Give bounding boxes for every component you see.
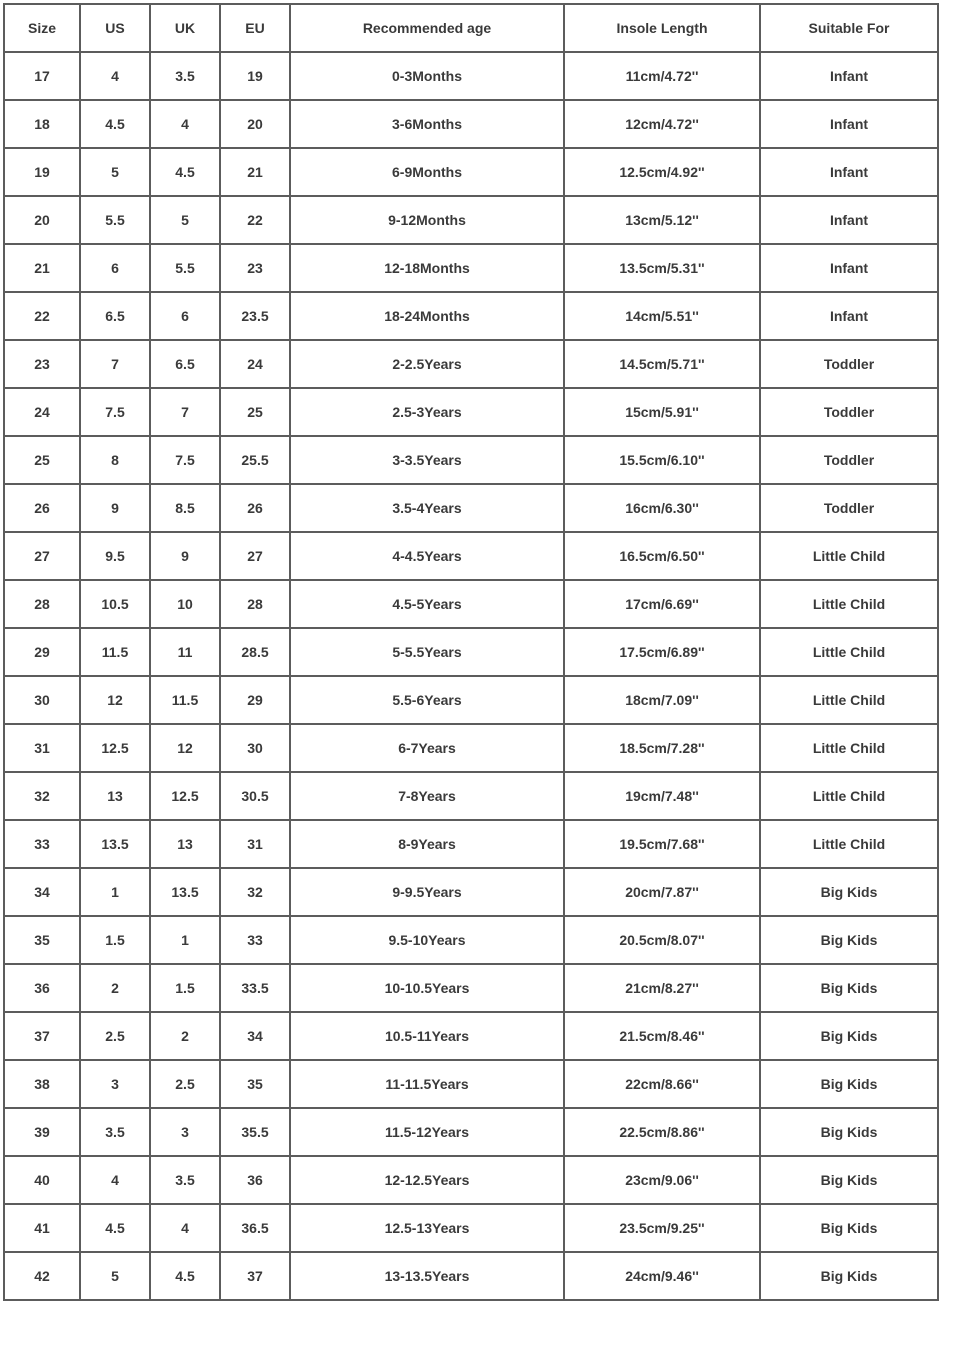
- cell-us: 6.5: [80, 292, 150, 340]
- table-row: [4, 772, 938, 820]
- table-row: [4, 1108, 938, 1156]
- cell-size: 24: [4, 388, 80, 436]
- cell-size: 23: [4, 340, 80, 388]
- cell-uk: 13: [150, 820, 220, 868]
- cell-us: 12: [80, 676, 150, 724]
- cell-insole-length: 18cm/7.09'': [564, 676, 760, 724]
- cell-suitable-for: Little Child: [760, 820, 938, 868]
- cell-uk: 10: [150, 580, 220, 628]
- cell-eu: 19: [220, 52, 290, 100]
- cell-recommended-age: 9-12Months: [290, 196, 564, 244]
- cell-insole-length: 13.5cm/5.31'': [564, 244, 760, 292]
- cell-uk: 12: [150, 724, 220, 772]
- cell-recommended-age: 7-8Years: [290, 772, 564, 820]
- table-row: [4, 1204, 938, 1252]
- cell-suitable-for: Big Kids: [760, 1252, 938, 1300]
- cell-us: 9.5: [80, 532, 150, 580]
- table-row: [4, 436, 938, 484]
- cell-suitable-for: Big Kids: [760, 1108, 938, 1156]
- cell-size: 27: [4, 532, 80, 580]
- cell-us: 5.5: [80, 196, 150, 244]
- cell-recommended-age: 10-10.5Years: [290, 964, 564, 1012]
- cell-suitable-for: Toddler: [760, 436, 938, 484]
- cell-eu: 26: [220, 484, 290, 532]
- cell-us: 3.5: [80, 1108, 150, 1156]
- cell-suitable-for: Little Child: [760, 580, 938, 628]
- header-recommended-age: Recommended age: [290, 4, 564, 52]
- cell-insole-length: 16.5cm/6.50'': [564, 532, 760, 580]
- cell-recommended-age: 6-9Months: [290, 148, 564, 196]
- cell-eu: 34: [220, 1012, 290, 1060]
- cell-insole-length: 15.5cm/6.10'': [564, 436, 760, 484]
- table-row: [4, 196, 938, 244]
- table-row: [4, 1060, 938, 1108]
- cell-eu: 33: [220, 916, 290, 964]
- cell-insole-length: 20cm/7.87'': [564, 868, 760, 916]
- cell-recommended-age: 3-3.5Years: [290, 436, 564, 484]
- cell-insole-length: 12.5cm/4.92'': [564, 148, 760, 196]
- table-row: [4, 676, 938, 724]
- cell-uk: 7.5: [150, 436, 220, 484]
- table-row: [4, 148, 938, 196]
- cell-uk: 5.5: [150, 244, 220, 292]
- cell-insole-length: 14.5cm/5.71'': [564, 340, 760, 388]
- cell-suitable-for: Big Kids: [760, 964, 938, 1012]
- cell-insole-length: 19.5cm/7.68'': [564, 820, 760, 868]
- cell-us: 1: [80, 868, 150, 916]
- cell-size: 28: [4, 580, 80, 628]
- cell-uk: 2: [150, 1012, 220, 1060]
- cell-size: 30: [4, 676, 80, 724]
- table-row: [4, 532, 938, 580]
- cell-insole-length: 13cm/5.12'': [564, 196, 760, 244]
- table-row: [4, 628, 938, 676]
- cell-us: 4.5: [80, 100, 150, 148]
- cell-eu: 29: [220, 676, 290, 724]
- cell-suitable-for: Infant: [760, 244, 938, 292]
- cell-insole-length: 21cm/8.27'': [564, 964, 760, 1012]
- cell-uk: 9: [150, 532, 220, 580]
- cell-insole-length: 24cm/9.46'': [564, 1252, 760, 1300]
- cell-us: 2.5: [80, 1012, 150, 1060]
- cell-us: 9: [80, 484, 150, 532]
- cell-us: 4: [80, 1156, 150, 1204]
- header-insole-length: Insole Length: [564, 4, 760, 52]
- table-row: [4, 820, 938, 868]
- cell-uk: 11.5: [150, 676, 220, 724]
- cell-us: 1.5: [80, 916, 150, 964]
- size-rows: [4, 52, 938, 1300]
- cell-uk: 4.5: [150, 1252, 220, 1300]
- cell-uk: 11: [150, 628, 220, 676]
- cell-eu: 30: [220, 724, 290, 772]
- cell-suitable-for: Big Kids: [760, 1204, 938, 1252]
- header-size: Size: [4, 4, 80, 52]
- cell-recommended-age: 11-11.5Years: [290, 1060, 564, 1108]
- cell-eu: 20: [220, 100, 290, 148]
- cell-eu: 23.5: [220, 292, 290, 340]
- cell-suitable-for: Big Kids: [760, 916, 938, 964]
- cell-insole-length: 14cm/5.51'': [564, 292, 760, 340]
- table-row: [4, 964, 938, 1012]
- cell-recommended-age: 11.5-12Years: [290, 1108, 564, 1156]
- cell-us: 11.5: [80, 628, 150, 676]
- cell-insole-length: 16cm/6.30'': [564, 484, 760, 532]
- header-us: US: [80, 4, 150, 52]
- cell-size: 25: [4, 436, 80, 484]
- cell-eu: 22: [220, 196, 290, 244]
- cell-eu: 30.5: [220, 772, 290, 820]
- cell-recommended-age: 5-5.5Years: [290, 628, 564, 676]
- cell-uk: 12.5: [150, 772, 220, 820]
- cell-suitable-for: Big Kids: [760, 868, 938, 916]
- cell-size: 29: [4, 628, 80, 676]
- cell-recommended-age: 3.5-4Years: [290, 484, 564, 532]
- table-row: [4, 484, 938, 532]
- cell-size: 31: [4, 724, 80, 772]
- cell-uk: 6.5: [150, 340, 220, 388]
- cell-uk: 3: [150, 1108, 220, 1156]
- cell-insole-length: 23cm/9.06'': [564, 1156, 760, 1204]
- cell-eu: 23: [220, 244, 290, 292]
- cell-eu: 33.5: [220, 964, 290, 1012]
- cell-eu: 28: [220, 580, 290, 628]
- cell-suitable-for: Big Kids: [760, 1156, 938, 1204]
- cell-us: 3: [80, 1060, 150, 1108]
- cell-insole-length: 17.5cm/6.89'': [564, 628, 760, 676]
- cell-size: 19: [4, 148, 80, 196]
- cell-suitable-for: Toddler: [760, 340, 938, 388]
- cell-eu: 36.5: [220, 1204, 290, 1252]
- cell-size: 39: [4, 1108, 80, 1156]
- cell-recommended-age: 3-6Months: [290, 100, 564, 148]
- cell-recommended-age: 2-2.5Years: [290, 340, 564, 388]
- cell-eu: 32: [220, 868, 290, 916]
- cell-insole-length: 21.5cm/8.46'': [564, 1012, 760, 1060]
- cell-us: 4.5: [80, 1204, 150, 1252]
- cell-suitable-for: Infant: [760, 100, 938, 148]
- table-row: [4, 916, 938, 964]
- cell-us: 4: [80, 52, 150, 100]
- cell-insole-length: 22cm/8.66'': [564, 1060, 760, 1108]
- cell-size: 17: [4, 52, 80, 100]
- cell-eu: 31: [220, 820, 290, 868]
- cell-size: 40: [4, 1156, 80, 1204]
- cell-recommended-age: 13-13.5Years: [290, 1252, 564, 1300]
- table-row: [4, 388, 938, 436]
- cell-suitable-for: Toddler: [760, 388, 938, 436]
- cell-eu: 25: [220, 388, 290, 436]
- cell-us: 7: [80, 340, 150, 388]
- header-suitable-for: Suitable For: [760, 4, 938, 52]
- cell-eu: 28.5: [220, 628, 290, 676]
- cell-insole-length: 20.5cm/8.07'': [564, 916, 760, 964]
- cell-size: 32: [4, 772, 80, 820]
- cell-uk: 6: [150, 292, 220, 340]
- cell-us: 5: [80, 148, 150, 196]
- table-row: [4, 868, 938, 916]
- cell-recommended-age: 4.5-5Years: [290, 580, 564, 628]
- cell-insole-length: 15cm/5.91'': [564, 388, 760, 436]
- cell-us: 2: [80, 964, 150, 1012]
- cell-size: 26: [4, 484, 80, 532]
- table-row: [4, 340, 938, 388]
- cell-size: 41: [4, 1204, 80, 1252]
- cell-eu: 21: [220, 148, 290, 196]
- header-eu: EU: [220, 4, 290, 52]
- cell-suitable-for: Big Kids: [760, 1012, 938, 1060]
- cell-uk: 2.5: [150, 1060, 220, 1108]
- cell-recommended-age: 8-9Years: [290, 820, 564, 868]
- cell-recommended-age: 6-7Years: [290, 724, 564, 772]
- cell-recommended-age: 12.5-13Years: [290, 1204, 564, 1252]
- cell-size: 22: [4, 292, 80, 340]
- cell-uk: 1.5: [150, 964, 220, 1012]
- cell-size: 36: [4, 964, 80, 1012]
- cell-uk: 1: [150, 916, 220, 964]
- cell-eu: 25.5: [220, 436, 290, 484]
- table-row: [4, 580, 938, 628]
- cell-size: 37: [4, 1012, 80, 1060]
- cell-recommended-age: 12-12.5Years: [290, 1156, 564, 1204]
- cell-size: 42: [4, 1252, 80, 1300]
- cell-suitable-for: Infant: [760, 52, 938, 100]
- size-chart-table: [3, 3, 939, 1301]
- cell-insole-length: 22.5cm/8.86'': [564, 1108, 760, 1156]
- cell-insole-length: 12cm/4.72'': [564, 100, 760, 148]
- cell-suitable-for: Little Child: [760, 772, 938, 820]
- cell-us: 10.5: [80, 580, 150, 628]
- cell-uk: 13.5: [150, 868, 220, 916]
- cell-recommended-age: 12-18Months: [290, 244, 564, 292]
- table-row: [4, 292, 938, 340]
- cell-size: 35: [4, 916, 80, 964]
- cell-suitable-for: Toddler: [760, 484, 938, 532]
- cell-recommended-age: 9-9.5Years: [290, 868, 564, 916]
- cell-uk: 3.5: [150, 52, 220, 100]
- cell-suitable-for: Infant: [760, 148, 938, 196]
- cell-suitable-for: Big Kids: [760, 1060, 938, 1108]
- cell-size: 18: [4, 100, 80, 148]
- cell-recommended-age: 18-24Months: [290, 292, 564, 340]
- table-row: [4, 244, 938, 292]
- cell-uk: 3.5: [150, 1156, 220, 1204]
- cell-recommended-age: 0-3Months: [290, 52, 564, 100]
- cell-uk: 4: [150, 1204, 220, 1252]
- table-row: [4, 100, 938, 148]
- table-row: [4, 1156, 938, 1204]
- cell-us: 8: [80, 436, 150, 484]
- cell-insole-length: 19cm/7.48'': [564, 772, 760, 820]
- cell-eu: 35: [220, 1060, 290, 1108]
- cell-insole-length: 18.5cm/7.28'': [564, 724, 760, 772]
- cell-eu: 37: [220, 1252, 290, 1300]
- cell-insole-length: 17cm/6.69'': [564, 580, 760, 628]
- cell-us: 7.5: [80, 388, 150, 436]
- cell-eu: 35.5: [220, 1108, 290, 1156]
- cell-us: 6: [80, 244, 150, 292]
- cell-recommended-age: 5.5-6Years: [290, 676, 564, 724]
- cell-uk: 8.5: [150, 484, 220, 532]
- cell-recommended-age: 4-4.5Years: [290, 532, 564, 580]
- cell-eu: 36: [220, 1156, 290, 1204]
- cell-size: 34: [4, 868, 80, 916]
- cell-suitable-for: Little Child: [760, 532, 938, 580]
- cell-size: 33: [4, 820, 80, 868]
- cell-recommended-age: 10.5-11Years: [290, 1012, 564, 1060]
- cell-us: 5: [80, 1252, 150, 1300]
- cell-us: 13: [80, 772, 150, 820]
- table-row: [4, 52, 938, 100]
- cell-recommended-age: 9.5-10Years: [290, 916, 564, 964]
- cell-uk: 4: [150, 100, 220, 148]
- cell-uk: 5: [150, 196, 220, 244]
- cell-uk: 7: [150, 388, 220, 436]
- cell-us: 12.5: [80, 724, 150, 772]
- cell-eu: 27: [220, 532, 290, 580]
- cell-eu: 24: [220, 340, 290, 388]
- cell-suitable-for: Little Child: [760, 676, 938, 724]
- cell-size: 38: [4, 1060, 80, 1108]
- header-uk: UK: [150, 4, 220, 52]
- cell-suitable-for: Little Child: [760, 724, 938, 772]
- table-row: [4, 724, 938, 772]
- cell-suitable-for: Infant: [760, 292, 938, 340]
- cell-uk: 4.5: [150, 148, 220, 196]
- cell-size: 20: [4, 196, 80, 244]
- table-row: [4, 1252, 938, 1300]
- cell-recommended-age: 2.5-3Years: [290, 388, 564, 436]
- cell-suitable-for: Infant: [760, 196, 938, 244]
- cell-insole-length: 11cm/4.72'': [564, 52, 760, 100]
- table-row: [4, 1012, 938, 1060]
- cell-suitable-for: Little Child: [760, 628, 938, 676]
- cell-size: 21: [4, 244, 80, 292]
- header-row: [4, 4, 938, 52]
- cell-us: 13.5: [80, 820, 150, 868]
- cell-insole-length: 23.5cm/9.25'': [564, 1204, 760, 1252]
